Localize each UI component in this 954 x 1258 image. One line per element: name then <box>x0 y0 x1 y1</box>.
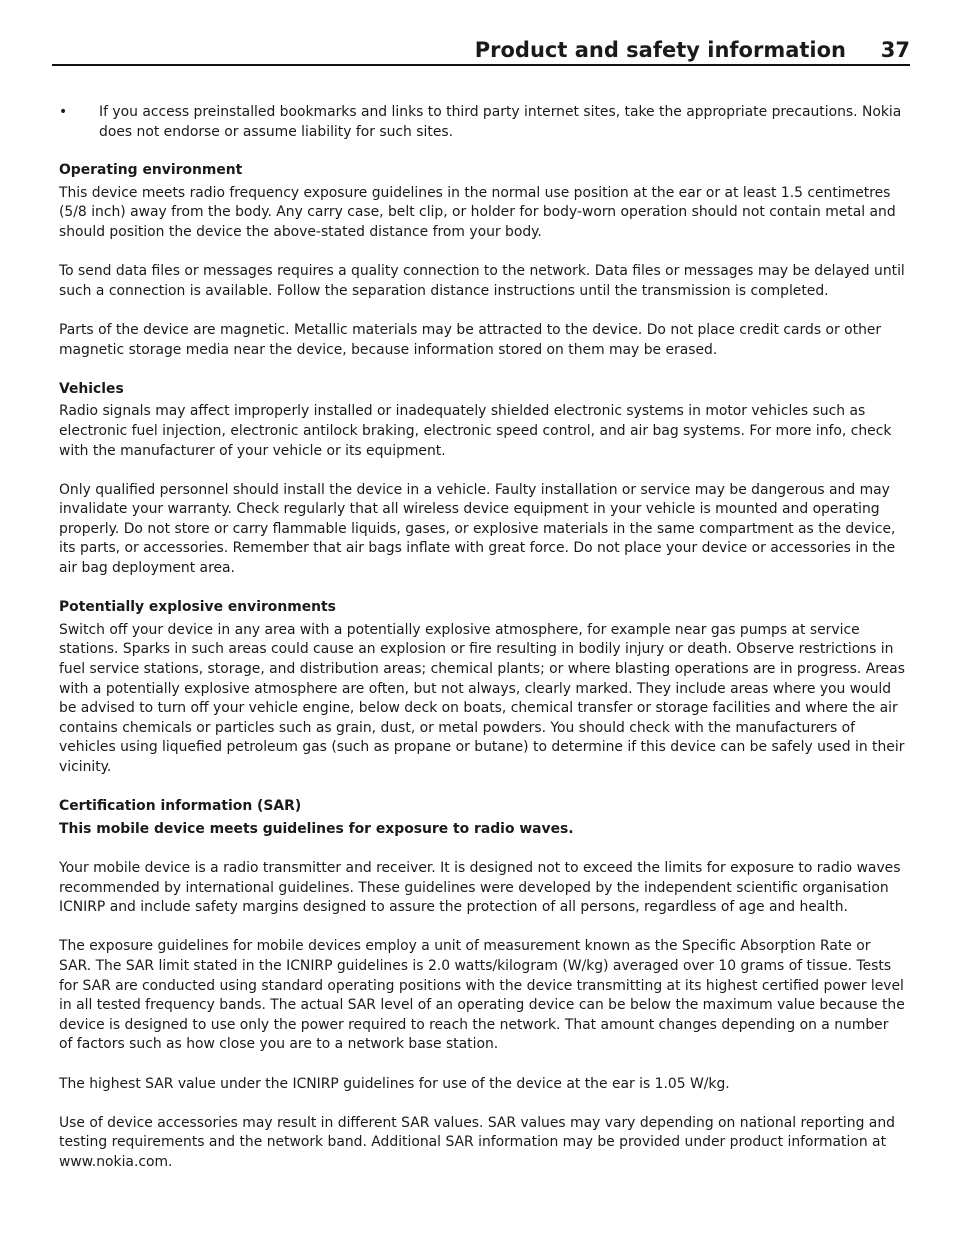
paragraph: This device meets radio frequency exposure guidelines in the normal use position at the ear or at least 1.5 centimetres (5/8 inch) away from the body. Any carry case, belt clip, or holder for body-worn operation should not contain metal and should position the device the above-stated distance from your body. <box>59 184 896 240</box>
heading-vehicles: Vehicles <box>59 380 124 397</box>
heading-certification-sar: Certification information (SAR) <box>59 798 302 815</box>
paragraph: The highest SAR value under the ICNIRP guidelines for use of the device at the ear is 1.05 W/kg. <box>59 1075 730 1092</box>
bullet-item <box>59 103 905 142</box>
paragraph: Use of device accessories may result in different SAR values. SAR values may vary depending on national reporting and testing requirements and the network band. Additional SAR information may be provided under product information at www.nokia.com. <box>59 1114 895 1170</box>
paragraph: To send data files or messages requires a quality connection to the network. Data files or messages may be delayed until such a connection is available. Follow the separation distance instructions until the transmission is completed. <box>59 263 905 299</box>
page-content <box>59 103 905 1192</box>
sar-bold-statement: This mobile device meets guidelines for exposure to radio waves. <box>59 820 574 837</box>
paragraph: Your mobile device is a radio transmitter and receiver. It is designed not to exceed the limits for exposure to radio waves recommended by international guidelines. These guidelines were developed by the independent scientific organisation ICNIRP and include safety margins designed to assure the protection of all persons, regardless of age and health. <box>59 859 901 916</box>
heading-operating-environment: Operating environment <box>59 162 243 179</box>
paragraph: Switch off your device in any area with a potentially explosive atmosphere, for example near gas pumps at service stations. Sparks in such areas could cause an explosion or fire resulting in bodily injury or death. Observe restrictions in fuel service stations, storage, and distribution areas; chemical plants; or where blasting operations are in progress. Areas with a potentially explosive atmosphere are often, but not always, clearly marked. They include areas where you would be advised to turn off your vehicle engine, below deck on boats, chemical transfer or storage facilities and where the air contains chemicals or particles such as grain, dust, or metal powders. You should check with the manufacturers of vehicles using liquefied petroleum gas (such as propane or butane) to determine if this device can be safely used in their vicinity. <box>59 621 905 775</box>
paragraph: The exposure guidelines for mobile devices employ a unit of measurement known as the Specific Absorption Rate or SAR. The SAR limit stated in the ICNIRP guidelines is 2.0 watts/kilogram (W/kg) averaged over 10 grams of tissue. Tests for SAR are conducted using standard operating positions with the device transmitting at its highest certified power level in all tested frequency bands. The actual SAR level of an operating device can be below the maximum value because the device is designed to use only the power required to reach the network. That amount changes depending on a number of factors such as how close you are to a network base station. <box>59 938 905 1053</box>
bullet-text: If you access preinstalled bookmarks and links to third party internet sites, take the appropriate precautions. Nokia does not endorse or assume liability for such sites. <box>99 104 902 140</box>
paragraph: Radio signals may affect improperly installed or inadequately shielded electronic systems in motor vehicles such as electronic fuel injection, electronic antilock braking, electronic speed control, and air bag systems. For more info, check with the manufacturer of your vehicle or its equipment. <box>59 403 892 459</box>
page-title: Product and safety information <box>474 38 846 62</box>
paragraph: Only qualified personnel should install the device in a vehicle. Faulty installation or service may be dangerous and may invalidate your warranty. Check regularly that all wireless device equipment in your vehicle is mounted and operating properly. Do not store or carry flammable liquids, gases, or explosive materials in the same compartment as the device, its parts, or accessories. Remember that air bags inflate with great force. Do not place your device or accessories in the air bag deployment area. <box>59 481 896 577</box>
heading-explosive-environments: Potentially explosive environments <box>59 599 336 616</box>
paragraph: Parts of the device are magnetic. Metallic materials may be attracted to the device. Do not place credit cards or other magnetic storage media near the device, because information stored on them may be erased. <box>59 321 882 358</box>
bullet-mark: • <box>59 104 68 120</box>
page-number: 37 <box>880 38 910 62</box>
page-header <box>52 36 910 66</box>
